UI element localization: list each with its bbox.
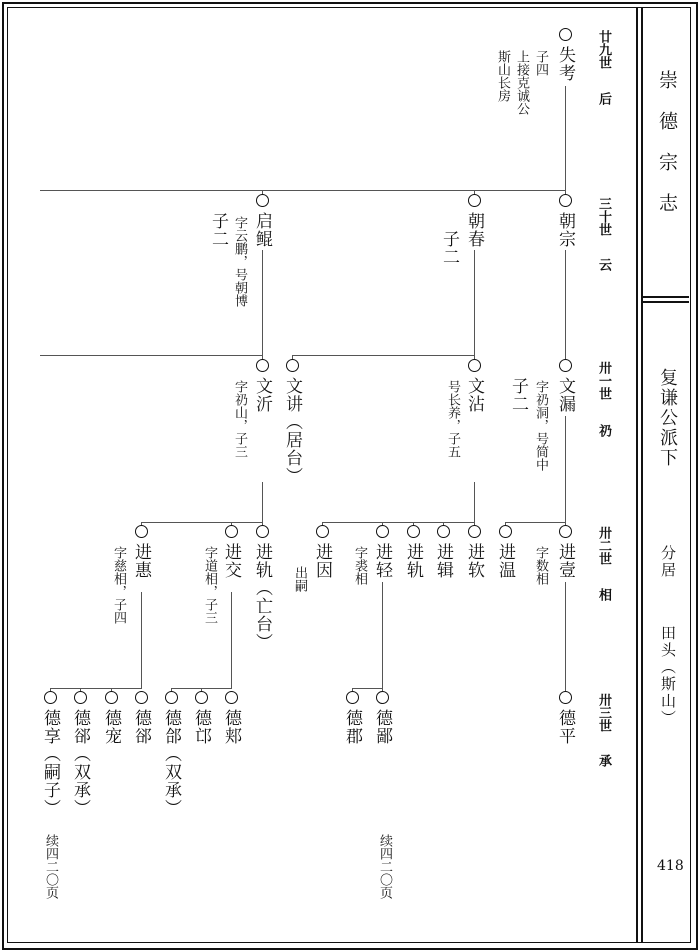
connector-line (565, 416, 566, 528)
person-name: 朝宗 (555, 212, 575, 248)
generation-29-char: 后 (596, 92, 611, 105)
person-name: 德邙 (191, 709, 211, 745)
generation-30-char: 云 (596, 258, 611, 271)
person-note: 字慈相，子四 (111, 546, 126, 624)
person-name: 德享（嗣子） (40, 709, 60, 817)
person-marker (44, 691, 57, 704)
page-frame-inner (7, 7, 691, 943)
connector-line (565, 250, 566, 362)
person-note: 子四 (533, 50, 548, 76)
person-marker (559, 28, 572, 41)
person-marker (225, 525, 238, 538)
page-number: 418 (657, 858, 684, 874)
person-name: 进壹 (555, 543, 575, 579)
location-label: 田头（斯山） (659, 625, 677, 727)
person-note: 斯山长房 (495, 50, 510, 102)
person-marker (105, 691, 118, 704)
person-marker (346, 691, 359, 704)
person-name: 进辑 (433, 543, 453, 579)
connector-line (141, 522, 263, 523)
person-note: 字礽洞，号简中 (533, 380, 548, 471)
connector-line (231, 592, 232, 689)
person-marker (256, 525, 269, 538)
person-marker (165, 691, 178, 704)
connector-line (322, 522, 475, 523)
connector-line (474, 250, 475, 362)
person-name: 进因 (312, 543, 332, 579)
person-name: 文讲（居台） (282, 377, 302, 485)
person-marker (468, 194, 481, 207)
person-marker (316, 525, 329, 538)
person-note: 字云鹏，号朝博 (232, 216, 247, 307)
person-marker (559, 525, 572, 538)
person-marker (468, 525, 481, 538)
book-title: 崇德宗志 (656, 70, 678, 234)
sub-label: 分居 (659, 545, 677, 579)
person-note: 子二 (439, 230, 459, 266)
person-note: 上接克诚公 (514, 50, 529, 115)
section-title: 复谦公派下 (657, 368, 678, 468)
person-marker (256, 359, 269, 372)
person-name: 进软 (464, 543, 484, 579)
person-name: 德郤（双承） (70, 709, 90, 817)
person-marker (225, 691, 238, 704)
person-name: 失考 (555, 46, 575, 82)
person-marker (376, 525, 389, 538)
connector-line (382, 582, 383, 694)
person-name: 德鄙 (372, 709, 392, 745)
person-marker (407, 525, 420, 538)
connector-line (565, 86, 566, 192)
continuation-note: 续四二〇页 (43, 834, 58, 899)
connector-line (565, 582, 566, 694)
person-marker (468, 359, 481, 372)
person-marker (559, 194, 572, 207)
side-divider-right (641, 8, 643, 942)
connector-line (352, 688, 383, 689)
person-name: 德平 (555, 709, 575, 745)
connector-line (50, 688, 142, 689)
person-marker (135, 525, 148, 538)
generation-33-label: 卅三世 (596, 693, 611, 732)
generation-29-label: 廿九世 (596, 30, 611, 69)
person-name: 文沾 (464, 377, 484, 413)
person-marker (437, 525, 450, 538)
generation-33-char: 承 (596, 754, 611, 767)
person-name: 德郃（双承） (161, 709, 181, 817)
generation-32-label: 卅二世 (596, 526, 611, 565)
person-note: 子二 (208, 212, 228, 248)
person-marker (74, 691, 87, 704)
person-marker (376, 691, 389, 704)
connector-line (505, 522, 566, 523)
side-divider-left (636, 8, 638, 942)
person-note: 子二 (508, 377, 528, 413)
person-note: 字道相，子三 (202, 546, 217, 624)
person-note: 字礽山，子三 (232, 380, 247, 458)
person-name: 进惠 (131, 543, 151, 579)
person-marker (256, 194, 269, 207)
connector-line (262, 250, 263, 362)
person-name: 进轨 (403, 543, 423, 579)
side-hline-bottom (643, 301, 689, 303)
person-name: 朝春 (464, 212, 484, 248)
person-name: 启鲲 (252, 212, 272, 248)
person-note: 字数相 (533, 546, 548, 585)
connector-line (141, 592, 142, 689)
generation-31-label: 卅一世 (596, 361, 611, 400)
person-name: 进温 (495, 543, 515, 579)
generation-32-char: 相 (596, 588, 611, 601)
person-name: 德郏 (221, 709, 241, 745)
generation-31-char: 礽 (596, 424, 611, 437)
person-name: 文漏 (555, 377, 575, 413)
person-name: 德郤 (131, 709, 151, 745)
side-hline-top (643, 296, 689, 298)
generation-30-label: 三十世 (596, 197, 611, 236)
person-marker (135, 691, 148, 704)
person-marker (559, 691, 572, 704)
person-name: 进交 (221, 543, 241, 579)
connector-line (292, 355, 475, 356)
person-name: 德郡 (342, 709, 362, 745)
person-name: 德宠 (101, 709, 121, 745)
person-marker (499, 525, 512, 538)
person-note: 出嗣 (292, 566, 307, 592)
connector-line (40, 355, 263, 356)
connector-line (40, 190, 566, 191)
person-note: 字裘相 (352, 546, 367, 585)
person-name: 文沂 (252, 377, 272, 413)
person-name: 进轻 (372, 543, 392, 579)
person-marker (195, 691, 208, 704)
person-marker (559, 359, 572, 372)
person-marker (286, 359, 299, 372)
person-note: 号长养，子五 (445, 380, 460, 458)
continuation-note: 续四二〇页 (377, 834, 392, 899)
person-name: 进轨（亡台） (252, 543, 272, 651)
